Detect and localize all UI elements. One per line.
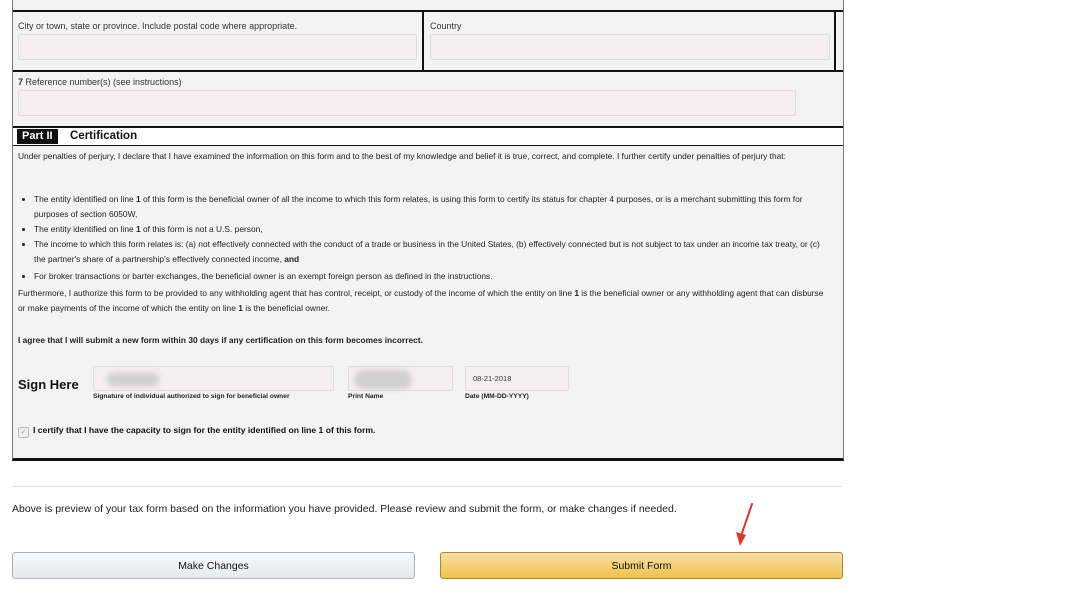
date-label: Date (MM-DD-YYYY)	[465, 393, 529, 400]
item-line-ref: 1	[135, 224, 141, 234]
auth-text: is the beneficial owner or any withholding agent that can disburse or make payments of the income of which the entity on line	[18, 288, 824, 313]
reference-label	[18, 77, 182, 87]
country-field[interactable]	[430, 34, 830, 60]
auth-line-ref: 1	[574, 288, 579, 298]
city-cell	[13, 12, 422, 70]
date-field[interactable]	[465, 366, 569, 391]
tax-form-preview	[12, 0, 844, 461]
address-row	[13, 10, 843, 72]
certification-item	[34, 237, 833, 267]
redacted-signature	[107, 373, 159, 386]
submit-form-button[interactable]: Submit Form	[440, 552, 843, 579]
auth-text: is the beneficial owner.	[242, 303, 330, 313]
auth-text: Furthermore, I authorize this form to be provided to any withholding agent that has control, receipt, or custody of the income of which the entity on line	[18, 288, 575, 298]
item-text: The entity identified on line	[34, 224, 136, 234]
reference-row	[13, 70, 843, 125]
country-cell	[422, 12, 836, 70]
reference-number-field[interactable]	[18, 90, 796, 116]
certification-intro: Under penalties of perjury, I declare that I have examined the information on this form and to the best of my knowledge and belief it is true, correct, and complete. I further certify under penalties of perjury that:	[18, 151, 786, 161]
reference-label-text: Reference number(s) (see instructions)	[23, 77, 182, 87]
print-name-field[interactable]	[348, 366, 453, 391]
country-label: Country	[430, 21, 462, 31]
sign-here-heading: Sign Here	[18, 377, 79, 392]
item-line-ref: 1	[135, 194, 141, 204]
auth-line-ref: 1	[238, 303, 243, 313]
certification-item	[34, 271, 833, 282]
item-text: of this form is not a U.S. person,	[140, 224, 263, 234]
make-changes-button[interactable]: Make Changes	[12, 552, 415, 579]
line-number: 7	[18, 77, 24, 87]
preview-note: Above is preview of your tax form based on the information you have provided. Please review and submit the form, or make changes if needed.	[12, 503, 677, 515]
authorization-text	[18, 286, 833, 316]
section-divider	[12, 486, 842, 487]
part-2-title: Certification	[70, 130, 138, 142]
capacity-checkbox-row[interactable]	[18, 424, 375, 438]
item-text: The income to which this form relates is: (a) not effectively connected with the conduct of a trade or business in the United States, (b) effectively connected but is not subject to tax under an income tax treaty, or (c) the partner's share of a partnership's effectively connected income,	[34, 239, 820, 264]
agree-statement: I agree that I will submit a new form within 30 days if any certification on this form becomes incorrect.	[18, 335, 423, 345]
part-2-tag: Part II	[17, 129, 58, 144]
certification-list	[18, 192, 833, 282]
annotation-arrow-icon	[728, 502, 754, 548]
part-2-header	[13, 126, 843, 146]
capacity-checkbox[interactable]: ✓	[18, 427, 29, 438]
redacted-name	[354, 370, 412, 389]
item-text: of this form is the beneficial owner of all the income to which this form relates, is using this form to certify its status for chapter 4 purposes, or is a merchant submitting this form for purposes of section 6050W,	[34, 194, 803, 219]
certification-item	[34, 222, 833, 237]
column-divider	[834, 12, 836, 70]
item-and: and	[284, 254, 300, 264]
print-name-label: Print Name	[348, 393, 384, 400]
certification-item	[34, 192, 833, 222]
item-text: The entity identified on line	[34, 194, 136, 204]
city-field[interactable]	[18, 34, 417, 60]
signature-field[interactable]	[93, 366, 334, 391]
city-label: City or town, state or province. Include postal code where appropriate.	[18, 21, 298, 31]
capacity-label: I certify that I have the capacity to sign for the entity identified on line 1 of this form.	[33, 425, 376, 435]
signature-label: Signature of individual authorized to sign for beneficial owner	[93, 393, 290, 400]
item-text: For broker transactions or barter exchanges, the beneficial owner is an exempt foreign person as defined in the instructions.	[34, 271, 493, 281]
